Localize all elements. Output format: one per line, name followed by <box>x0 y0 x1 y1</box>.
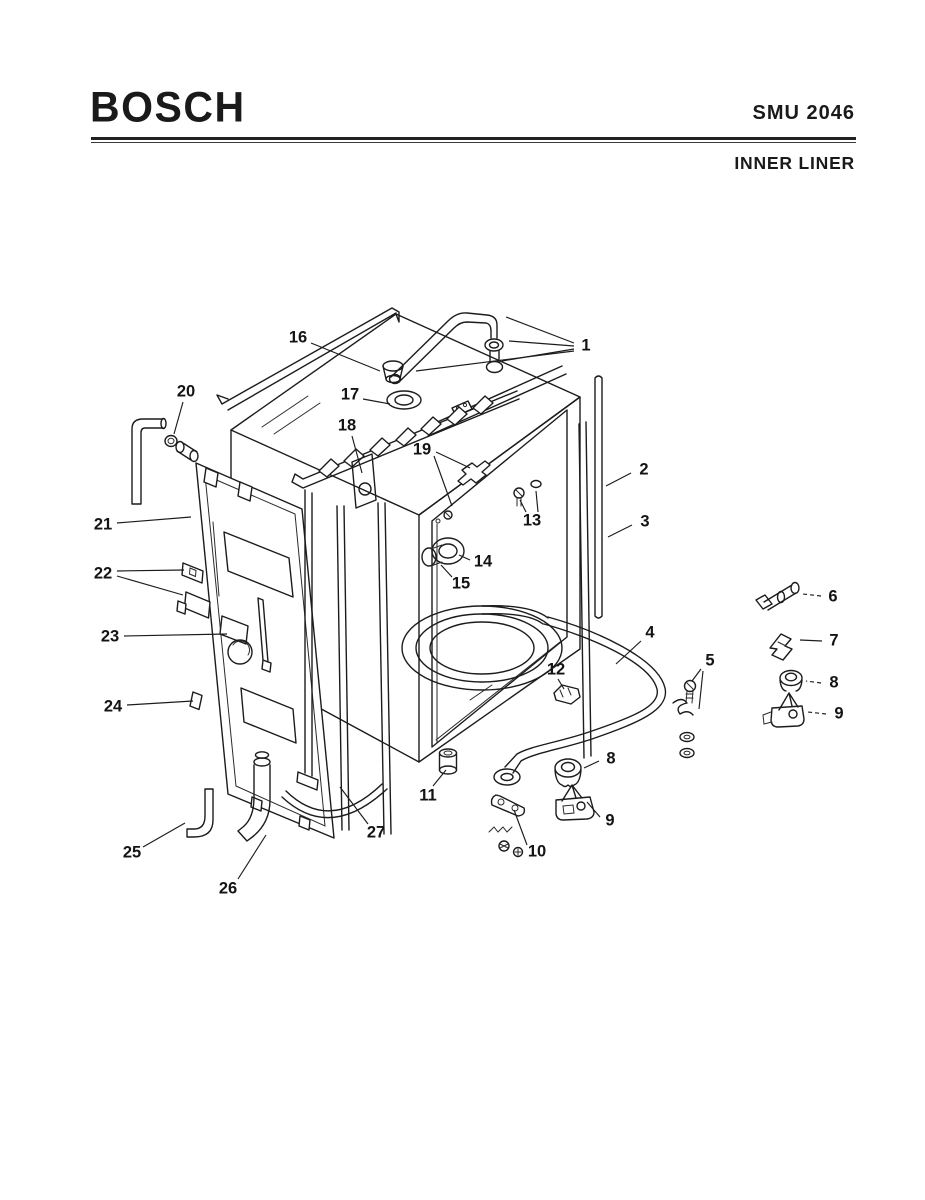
leader-line-2 <box>606 473 631 486</box>
section-title: INNER LINER <box>734 153 855 173</box>
callout-label-7-6: 7 <box>829 631 839 650</box>
leader-line-19 <box>434 456 452 506</box>
leader-line-22 <box>117 570 184 571</box>
callout-label-20-21: 20 <box>176 382 196 401</box>
callout-label-9-10: 9 <box>605 811 615 830</box>
funnel-and-gasket <box>383 361 421 409</box>
leader-line-27 <box>340 787 368 824</box>
callout-label-24-25: 24 <box>103 697 123 716</box>
callout-label-26-27: 26 <box>218 879 238 898</box>
top-rim-rail <box>424 366 566 523</box>
leader-line-8 <box>806 681 821 683</box>
leader-line-24 <box>127 701 193 705</box>
leader-line-13 <box>536 491 538 512</box>
leader-line-1 <box>509 341 574 346</box>
leader-line-6 <box>803 594 821 596</box>
callout-label-1-0: 1 <box>581 336 591 355</box>
callout-label-6-5: 6 <box>828 587 838 606</box>
sleeve-11 <box>440 749 457 774</box>
left-panel <box>177 463 334 838</box>
foot-9 <box>556 785 594 820</box>
leader-line-17 <box>363 399 390 404</box>
mount-kit-10 <box>489 795 524 857</box>
leader-line-5 <box>692 669 701 681</box>
callout-label-19-20: 19 <box>412 440 432 459</box>
hose-clamp-12 <box>554 685 580 704</box>
callout-label-15-16: 15 <box>451 574 471 593</box>
leader-line-26 <box>238 835 266 879</box>
vent-pipe <box>390 313 504 384</box>
callout-label-25-26: 25 <box>122 843 142 862</box>
callout-label-27-28: 27 <box>366 823 386 842</box>
callout-label-2-1: 2 <box>639 460 649 479</box>
callout-label-17-18: 17 <box>340 385 360 404</box>
callout-label-11-12: 11 <box>419 786 437 805</box>
spare-parts-column <box>756 583 804 728</box>
callout-label-18-19: 18 <box>337 416 357 435</box>
callout-label-3-2: 3 <box>640 512 650 531</box>
leader-line-1 <box>416 351 574 371</box>
leader-line-1 <box>506 317 574 343</box>
callout-label-14-15: 14 <box>473 552 493 571</box>
leader-line-5 <box>699 671 703 709</box>
callout-label-12-13: 12 <box>546 660 566 679</box>
leader-line-7 <box>800 640 822 641</box>
leader-line-19 <box>436 452 470 468</box>
callout-label-4-3: 4 <box>645 623 655 642</box>
grommet-8 <box>555 759 581 787</box>
callout-label-21-22: 21 <box>93 515 113 534</box>
side-strips-2-3 <box>579 376 602 758</box>
screw-kit-5 <box>673 681 696 758</box>
callout-label-16-17: 16 <box>288 328 308 347</box>
leader-line-15 <box>441 565 452 577</box>
leader-line-23 <box>124 634 227 636</box>
callout-label-23-24: 23 <box>100 627 120 646</box>
callout-label-10-11: 10 <box>527 842 547 861</box>
leader-line-3 <box>608 525 632 537</box>
callout-label-22-23: 22 <box>93 564 113 583</box>
callout-label-8-7: 8 <box>829 673 839 692</box>
heater-coil <box>402 606 562 690</box>
grommet-14-15 <box>422 538 464 566</box>
bosch-logo: BOSCH <box>90 83 246 131</box>
leader-line-11 <box>433 770 446 786</box>
leader-line-9 <box>808 712 826 714</box>
leader-line-21 <box>117 517 191 523</box>
callout-label-8-9: 8 <box>606 749 616 768</box>
callout-label-13-14: 13 <box>522 511 542 530</box>
leader-line-20 <box>174 402 183 434</box>
leader-line-8 <box>584 761 599 768</box>
callout-label-5-4: 5 <box>705 651 715 670</box>
callout-label-9-8: 9 <box>834 704 844 723</box>
leader-line-22 <box>117 576 183 595</box>
model-number: SMU 2046 <box>752 102 855 124</box>
leader-line-25 <box>143 823 185 847</box>
